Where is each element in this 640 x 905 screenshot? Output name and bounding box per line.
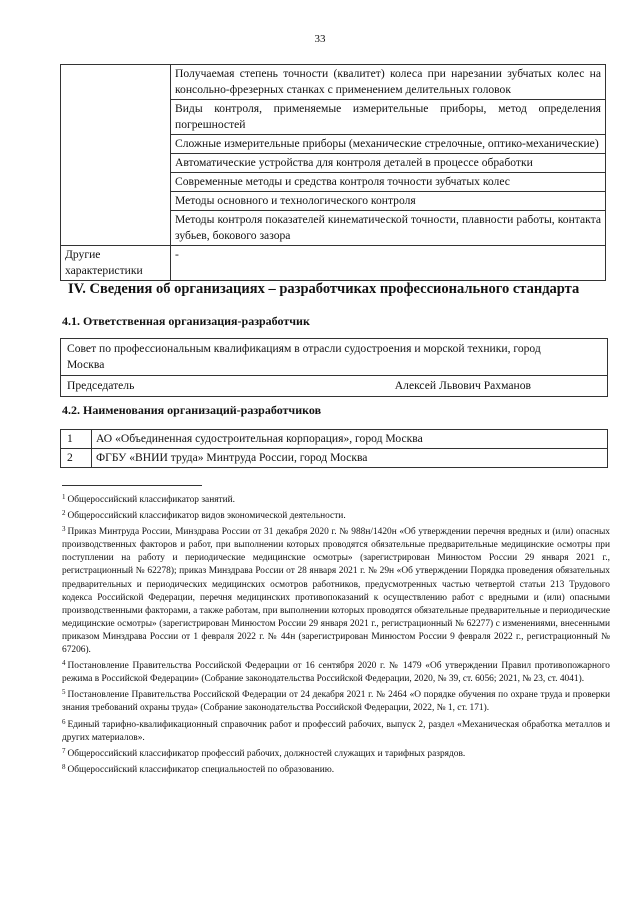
footnote-text: Общероссийский классификатор профессий рабочих, должностей служащих и тарифных разрядов. [67, 748, 466, 759]
footnote-text: Общероссийский классификатор специальностей по образованию. [67, 764, 335, 775]
table-row [61, 339, 608, 376]
footnote-text: Постановление Правительства Российской Федерации от 24 декабря 2021 г. № 2464 «О порядке обучения по охране труда и проверки знания требований охраны труда» (Собрание законодательства Российской Федерации, 2022, № 1, ст. 171). [62, 690, 610, 714]
developer-name: ФГБУ «ВНИИ труда» Минтруда России, город Москва [92, 449, 608, 468]
table-cell: Сложные измерительные приборы (механические стрелочные, оптико-механические) [171, 135, 606, 154]
table-cell: Современные методы и средства контроля точности зубчатых колес [171, 173, 606, 192]
footnote-text: Общероссийский классификатор занятий. [67, 495, 235, 505]
footnote-text: Приказ Минтруда России, Минздрава России от 31 декабря 2020 г. № 988н/1420н «Об утверждении перечня вредных и (или) опасных производственных факторов и работ, при выполнении которых проводятся обязательные предварительные медицинские осмотры при поступлении на работу и периодические медицинские осмотры» (зарегистрирован Минюстом России 29 января 2021 г., регистрационный № 62278); приказ Минздрава России от 28 января 2021 г. № 29н «Об утверждении Порядка проведения обязательных предварительных и периодических медицинских осмотров работников, предусмотренных частью четвертой статьи 213 Трудового кодекса Российской Федерации, перечня медицинских противопоказаний к осуществлению работ с вредными и (или) опасными производственными факторами, а также работам, при выполнении которых проводятся обязательные предварительные и периодические медицинские осмотры» (зарегистрирован Минюстом России 29 января 2021 г., регистрационный № 62277) с изменениями, внесенными приказом Минздрава России от 1 февраля 2022 г. № 44н (зарегистрирован Минюстом России 9 февраля 2022 г., регистрационный № 67206). [62, 527, 610, 656]
table-row [61, 376, 608, 397]
footnote-number: 4 [62, 659, 66, 668]
org-name-line2: Москва [67, 358, 105, 371]
section-iv-title: IV. Сведения об организациях – разработчиках профессионального стандарта [68, 281, 580, 297]
developer-num: 1 [61, 430, 92, 449]
footnote [62, 716, 610, 745]
responsible-org-table [60, 338, 608, 397]
footnote [62, 761, 610, 777]
footnote [62, 491, 610, 507]
footnote-text: Единый тарифно-квалификационный справочник работ и профессий рабочих, выпуск 2, раздел «Механическая обработка металлов и других материалов». [62, 719, 610, 743]
footnotes [62, 491, 610, 777]
developer-num: 2 [61, 449, 92, 468]
other-characteristics-label: Другие характеристики [61, 246, 171, 281]
footnote [62, 507, 610, 523]
footnote-number: 3 [62, 525, 66, 534]
footnote-number: 5 [62, 688, 66, 697]
table-row [61, 246, 606, 281]
footnote-number: 8 [62, 762, 66, 771]
chair-cell [61, 376, 608, 397]
footnote [62, 657, 610, 686]
section-4-1-title: 4.1. Ответственная организация-разработчик [62, 314, 310, 328]
other-characteristics-value: - [171, 246, 606, 281]
footnote-number: 1 [62, 493, 66, 501]
footnote [62, 686, 610, 715]
org-name-line1: Совет по профессиональным квалификациям в отрасли судостроения и морской техники, город [67, 342, 541, 355]
table-cell: Получаемая степень точности (квалитет) колеса при нарезании зубчатых колес на консольно-фрезерных станках с применением делительных головок [171, 65, 606, 100]
footnote-text: Общероссийский классификатор видов экономической деятельности. [67, 511, 346, 522]
table-cell: Виды контроля, применяемые измерительные приборы, метод определения погрешностей [171, 100, 606, 135]
page-number: 33 [314, 33, 326, 45]
developer-name: АО «Объединенная судостроительная корпорация», город Москва [92, 430, 608, 449]
chair-person: Алексей Львович Рахманов [394, 379, 531, 392]
developers-table [60, 429, 608, 468]
footnote [62, 745, 610, 761]
footnote [62, 523, 610, 657]
table-cell: Методы основного и технологического контроля [171, 192, 606, 211]
footnote-number: 7 [62, 746, 66, 755]
empty-cell [61, 65, 171, 246]
section-4-2-title: 4.2. Наименования организаций-разработчиков [62, 403, 322, 417]
table-row [61, 430, 608, 449]
footnote-separator [62, 485, 202, 486]
org-name-cell [61, 339, 608, 376]
table-cell: Методы контроля показателей кинематической точности, плавности работы, контакта зубьев, бокового зазора [171, 211, 606, 246]
table-row [61, 449, 608, 468]
footnote-number: 2 [62, 509, 66, 518]
table-row [61, 65, 606, 100]
chair-position: Председатель [67, 379, 135, 392]
table-cell: Автоматические устройства для контроля деталей в процессе обработки [171, 154, 606, 173]
knowledge-table [60, 64, 606, 281]
footnote-text: Постановление Правительства Российской Федерации от 16 сентября 2020 г. № 1479 «Об утверждении Правил противопожарного режима в Российской Федерации» (Собрание законодательства Российской Федерации, 2020, № 39, ст. 6056; 2021, № 23, ст. 4041). [62, 661, 610, 685]
footnote-number: 6 [62, 717, 66, 726]
